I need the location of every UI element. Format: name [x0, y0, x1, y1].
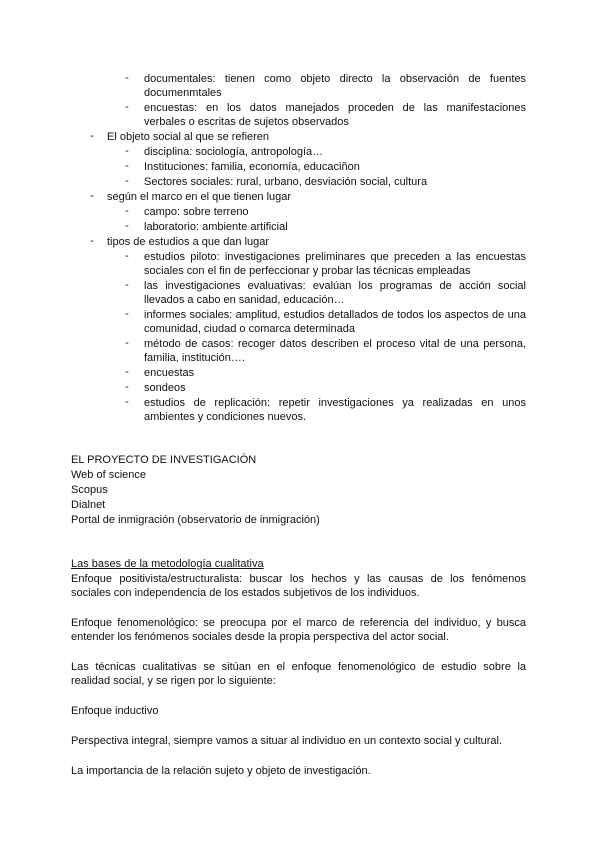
list-dash: -: [125, 220, 129, 232]
list-item-informes: informes sociales: amplitud, estudios detallados de todos los aspectos de una: [144, 309, 526, 321]
list-dash: -: [125, 366, 129, 378]
source-scopus: Scopus: [71, 484, 108, 496]
paragraph-inductivo: Enfoque inductivo: [71, 705, 159, 717]
paragraph-tecnicas-cont: realidad social, y se rigen por lo siguiente:: [71, 675, 276, 687]
paragraph-fenomenologico-cont: entender los fenómenos sociales desde la propia perspectiva del actor social.: [71, 631, 449, 643]
list-item-instituciones: Instituciones: familia, economía, educaciñon: [144, 161, 360, 173]
section-heading-bases: Las bases de la metodología cualitativa: [71, 558, 264, 570]
list-item-objeto-social: El objeto social al que se refieren: [107, 131, 270, 143]
list-dash: -: [90, 130, 94, 142]
list-item-piloto-cont: sociales con el fin de perfeccionar y probar las técnicas empleadas: [144, 265, 471, 277]
list-item-encuestas-cont: verbales o escritas de sujetos observados: [144, 116, 349, 128]
list-item-piloto: estudios piloto: investigaciones preliminares que preceden a las encuestas: [144, 251, 526, 263]
list-dash: -: [125, 101, 129, 113]
paragraph-positivista: Enfoque positivista/estructuralista: buscar los hechos y las causas de los fenómenos: [71, 573, 526, 585]
paragraph-positivista-cont: sociales con independencia de los estados subjetivos de los individuos.: [71, 587, 420, 599]
list-item-encuestas-tipo: encuestas: [144, 367, 195, 379]
paragraph-tecnicas: Las técnicas cualitativas se sitúan en el enfoque fenomenológico de estudio sobre la: [71, 661, 526, 673]
list-item-informes-cont: comunidad, ciudad o comarca determinada: [144, 323, 355, 335]
paragraph-perspectiva: Perspectiva integral, siempre vamos a situar al individuo en un contexto social y cultural.: [71, 735, 503, 747]
list-item-evaluativas-cont: llevados a cabo en sanidad, educación…: [144, 294, 345, 306]
list-item-evaluativas: las investigaciones evaluativas: evalúan los programas de acción social: [144, 280, 526, 292]
list-dash: -: [125, 337, 129, 349]
list-dash: -: [125, 279, 129, 291]
list-item-laboratorio: laboratorio: ambiente artificial: [144, 221, 288, 233]
list-dash: -: [125, 205, 129, 217]
list-item-disciplina: disciplina: sociología, antropología…: [144, 146, 324, 158]
list-item-campo: campo: sobre terreno: [144, 206, 249, 218]
list-item-casos-cont: familia, institución….: [144, 352, 245, 364]
list-item-replicacion: estudios de replicación: repetir investigaciones ya realizadas en unos: [144, 397, 526, 409]
source-dialnet: Dialnet: [71, 499, 106, 511]
list-item-sectores: Sectores sociales: rural, urbano, desviación social, cultura: [144, 176, 428, 188]
list-item-replicacion-cont: ambientes y condiciones nuevos.: [144, 411, 307, 423]
list-dash: -: [125, 175, 129, 187]
list-dash: -: [125, 72, 129, 84]
list-dash: -: [90, 235, 94, 247]
paragraph-fenomenologico: Enfoque fenomenológico: se preocupa por el marco de referencia del individuo, y busca: [71, 617, 526, 629]
list-item-documentales: documentales: tienen como objeto directo la observación de fuentes: [144, 73, 526, 85]
list-dash: -: [125, 381, 129, 393]
paragraph-relacion: La importancia de la relación sujeto y objeto de investigación.: [71, 765, 371, 777]
source-portal-inmigracion: Portal de inmigración (observatorio de inmigración): [71, 514, 320, 526]
list-item-sondeos: sondeos: [144, 382, 186, 394]
list-dash: -: [125, 145, 129, 157]
list-dash: -: [125, 160, 129, 172]
list-dash: -: [125, 396, 129, 408]
list-item-casos: método de casos: recoger datos describen el proceso vital de una persona,: [144, 338, 526, 350]
list-dash: -: [125, 250, 129, 262]
list-item-documentales-cont: documenmtales: [144, 87, 222, 99]
section-heading-proyecto: EL PROYECTO DE INVESTIGACIÓN: [71, 454, 257, 466]
source-web-of-science: Web of science: [71, 469, 147, 481]
list-dash: -: [90, 190, 94, 202]
list-item-tipos: tipos de estudios a que dan lugar: [107, 236, 270, 248]
list-item-encuestas: encuestas: en los datos manejados proceden de las manifestaciones: [144, 102, 526, 114]
list-dash: -: [125, 308, 129, 320]
list-item-marco: según el marco en el que tienen lugar: [107, 191, 292, 203]
